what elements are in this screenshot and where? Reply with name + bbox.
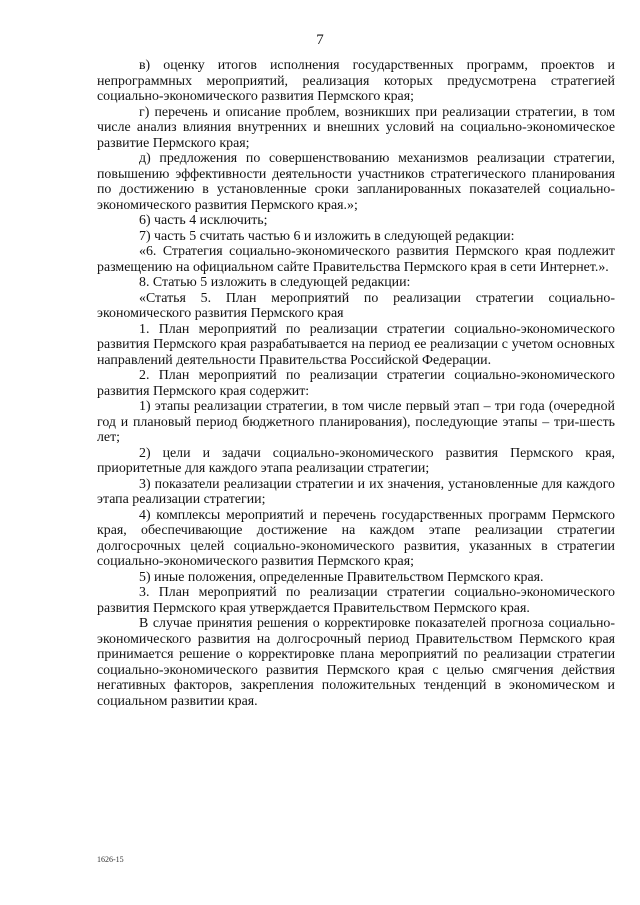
paragraph: д) предложения по совершенствованию механизмов реализации стратегии, повышению эффективности деятельности участников стратегического планирования по достижению в установленные сроки запланированных показателей социально-экономического развития Пермского края.»;: [97, 151, 615, 213]
paragraph: 3. План мероприятий по реализации стратегии социально-экономического развития Пермского края утверждается Правительством Пермского края.: [97, 585, 615, 616]
paragraph: 4) комплексы мероприятий и перечень государственных программ Пермского края, обеспечивающие достижение на каждом этапе реализации стратегии долгосрочных целей социально-экономического развития, указанных в стратегии социально-экономического развития Пермского края;: [97, 507, 615, 569]
paragraph: 2. План мероприятий по реализации стратегии социально-экономического развития Пермского края содержит:: [97, 368, 615, 399]
paragraph: 7) часть 5 считать частью 6 и изложить в следующей редакции:: [139, 228, 515, 244]
paragraph: 3) показатели реализации стратегии и их значения, установленные для каждого этапа реализации стратегии;: [97, 476, 615, 507]
paragraph: «6. Стратегия социально-экономического развития Пермского края подлежит размещению на официальном сайте Правительства Пермского края в сети Интернет.».: [97, 244, 615, 275]
document-code: 1626-15: [97, 855, 124, 864]
paragraph: 1) этапы реализации стратегии, в том числе первый этап – три года (очередной год и плановый период бюджетного планирования), последующие этапы – три-шесть лет;: [97, 399, 615, 445]
paragraph: 1. План мероприятий по реализации стратегии социально-экономического развития Пермского края разрабатывается на период ее реализации с учетом основных направлений деятельности Правительства Российской Федерации.: [97, 321, 615, 368]
paragraph: «Статья 5. План мероприятий по реализации стратегии социально-экономического развития Пермского края: [97, 290, 615, 321]
paragraph: в) оценку итогов исполнения государственных программ, проектов и непрограммных мероприятий, реализация которых предусмотрена стратегией социально-экономического развития Пермского края;: [97, 58, 615, 104]
paragraph: 2) цели и задачи социально-экономического развития Пермского края, приоритетные для каждого этапа реализации стратегии;: [97, 445, 615, 476]
document-body: [97, 58, 615, 709]
paragraph: г) перечень и описание проблем, возникших при реализации стратегии, в том числе анализ влияния внутренних и внешних условий на социально-экономическое развитие Пермского края;: [97, 104, 615, 151]
paragraph: 6) часть 4 исключить;: [139, 213, 268, 228]
paragraph: 5) иные положения, определенные Правительством Пермского края.: [139, 569, 544, 585]
page-number: 7: [316, 32, 324, 48]
paragraph: В случае принятия решения о корректировке показателей прогноза социально-экономического развития на долгосрочный период Правительством Пермского края принимается решение о корректировке плана мероприятий по реализации стратегии социально-экономического развития Пермского края с целью смягчения действия негативных факторов, закрепления положительных тенденций в экономическом и социальном развитии края.: [97, 616, 615, 709]
paragraph: 8. Статью 5 изложить в следующей редакции:: [139, 275, 411, 290]
